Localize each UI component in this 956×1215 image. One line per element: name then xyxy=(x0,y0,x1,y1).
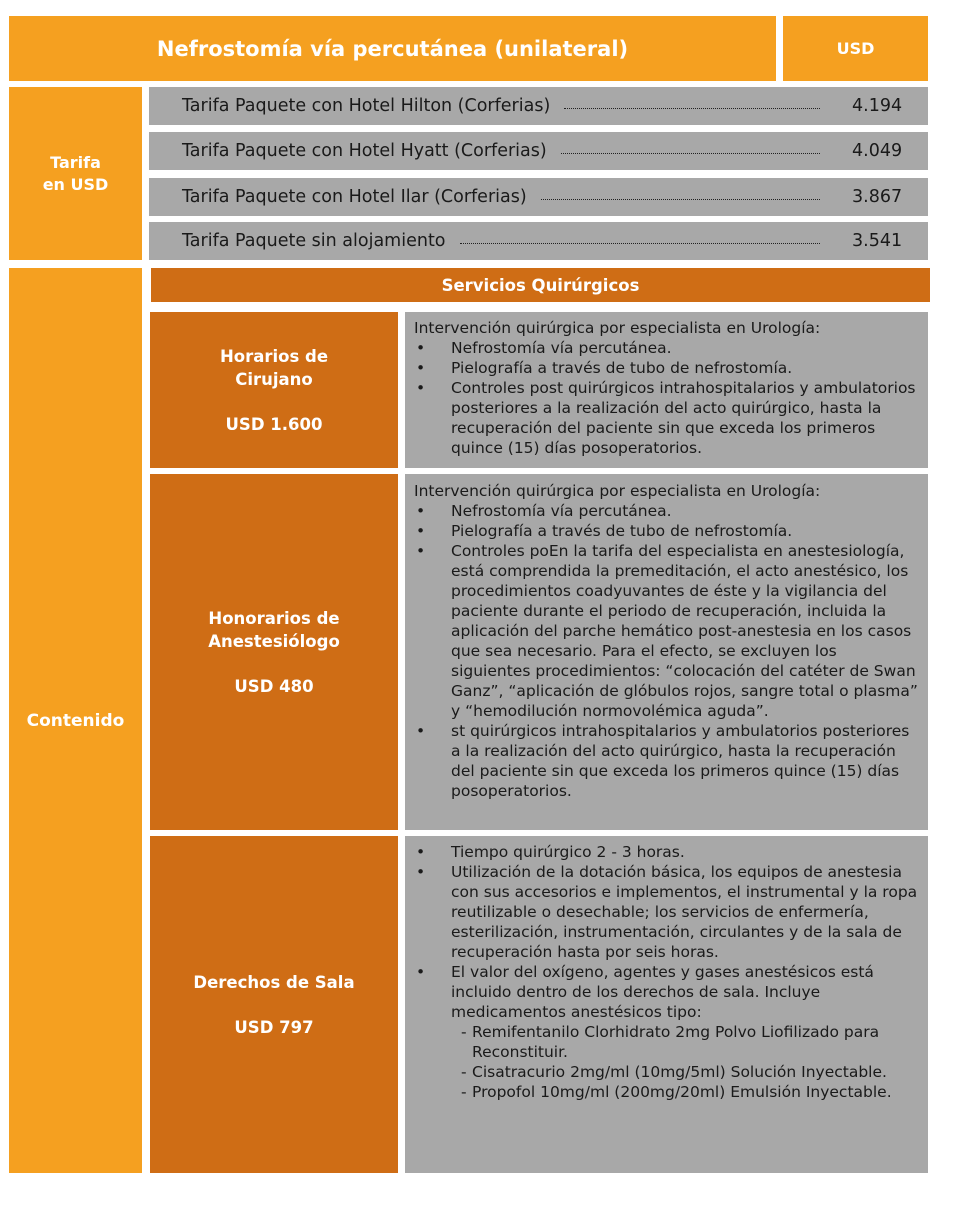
description-list xyxy=(414,501,920,801)
page-title: Nefrostomía vía percutánea (unilateral) xyxy=(9,16,776,81)
service-label-anestesiologo xyxy=(150,474,398,830)
service-label-derechos-sala xyxy=(150,836,398,1173)
service-price: USD 797 xyxy=(234,1017,314,1037)
service-name-line2: Anestesiólogo xyxy=(208,631,340,651)
list-item: • Pielografía a través de tubo de nefrostomía. xyxy=(414,358,920,378)
section-title: Servicios Quirúrgicos xyxy=(151,268,930,302)
dotted-leader xyxy=(564,108,820,109)
service-description-anestesiologo xyxy=(405,474,928,830)
service-name-line2: Cirujano xyxy=(235,369,313,389)
tarifa-label-line2: en USD xyxy=(42,174,109,194)
rate-price: 3.541 xyxy=(852,231,903,251)
service-name-line1: Derechos de Sala xyxy=(193,972,355,992)
service-label-cirujano xyxy=(150,312,398,468)
description-intro: Intervención quirúrgica por especialista en Urología: xyxy=(414,482,821,500)
service-price: USD 1.600 xyxy=(225,414,323,434)
list-item-text: El valor del oxígeno, agentes y gases anestésicos está incluido dentro de los derechos de sala. Incluye medicamentos anestésicos tipo: xyxy=(451,963,874,1021)
list-item: • Utilización de la dotación básica, los equipos de anestesia con sus accesorios e implementos, el instrumental y la ropa reutilizable o desechable; los servicios de enfermería, esterilización, instrumentación, circulantes y de la sala de recuperación hasta por seis horas. xyxy=(414,862,920,962)
rate-name: Tarifa Paquete con Hotel Hilton (Corferias) xyxy=(182,96,551,116)
service-description-cirujano xyxy=(405,312,928,468)
description-list xyxy=(414,842,920,1102)
rate-price: 4.194 xyxy=(852,96,903,116)
rate-row-hilton xyxy=(149,87,928,125)
list-item: • Nefrostomía vía percutánea. xyxy=(414,501,920,521)
service-name-line1: Horarios de xyxy=(219,346,329,366)
dotted-leader xyxy=(561,153,820,154)
rate-price: 3.867 xyxy=(852,187,903,207)
service-price: USD 480 xyxy=(234,676,314,696)
tarifa-label xyxy=(9,87,142,260)
list-item: • st quirúrgicos intrahospitalarios y ambulatorios posteriores a la realización del acto quirúrgico, hasta la recuperación del paciente sin que exceda los primeros quince (15) días posoperatorios. xyxy=(414,721,920,801)
medication-item: - Remifentanilo Clorhidrato 2mg Polvo Liofilizado para Reconstituir. xyxy=(461,1022,920,1062)
rate-name: Tarifa Paquete sin alojamiento xyxy=(182,231,446,251)
list-item xyxy=(414,962,920,1102)
currency-header: USD xyxy=(783,16,928,81)
medication-item: - Propofol 10mg/ml (200mg/20ml) Emulsión Inyectable. xyxy=(461,1082,920,1102)
list-item: • Nefrostomía vía percutánea. xyxy=(414,338,920,358)
contenido-label: Contenido xyxy=(9,268,142,1173)
dotted-leader xyxy=(541,199,820,200)
description-list xyxy=(414,338,920,458)
dotted-leader xyxy=(460,243,820,244)
medication-list xyxy=(461,1022,920,1102)
list-item: • Pielografía a través de tubo de nefrostomía. xyxy=(414,521,920,541)
description-intro: Intervención quirúrgica por especialista en Urología: xyxy=(414,319,821,337)
rate-price: 4.049 xyxy=(852,141,903,161)
medication-item: - Cisatracurio 2mg/ml (10mg/5ml) Solución Inyectable. xyxy=(461,1062,920,1082)
rate-row-sin-alojamiento xyxy=(149,222,928,260)
rate-row-ilar xyxy=(149,178,928,216)
list-item: • Controles post quirúrgicos intrahospitalarios y ambulatorios posteriores a la realización del acto quirúrgico, hasta la recuperación del paciente sin que exceda los primeros quince (15) días posoperatorios. xyxy=(414,378,920,458)
rate-name: Tarifa Paquete con Hotel Hyatt (Corferias) xyxy=(182,141,547,161)
rate-name: Tarifa Paquete con Hotel Ilar (Corferias) xyxy=(182,187,527,207)
service-name-line1: Honorarios de xyxy=(208,608,340,628)
rate-row-hyatt xyxy=(149,132,928,170)
list-item: • Tiempo quirúrgico 2 - 3 horas. xyxy=(414,842,920,862)
list-item: • Controles poEn la tarifa del especialista en anestesiología, está comprendida la premeditación, el acto anestésico, los procedimientos coadyuvantes de éste y la vigilancia del paciente durante el periodo de recuperación, incluida la aplicación del parche hemático post-anestesia en los casos que sea necesario. Para el efecto, se excluyen los siguientes procedimientos: “colocación del catéter de Swan Ganz”, “aplicación de glóbulos rojos, sangre total o plasma” y “hemodilución normovolémica aguda”. xyxy=(414,541,920,721)
tarifa-label-line1: Tarifa xyxy=(50,152,101,172)
service-description-derechos-sala xyxy=(405,836,928,1173)
